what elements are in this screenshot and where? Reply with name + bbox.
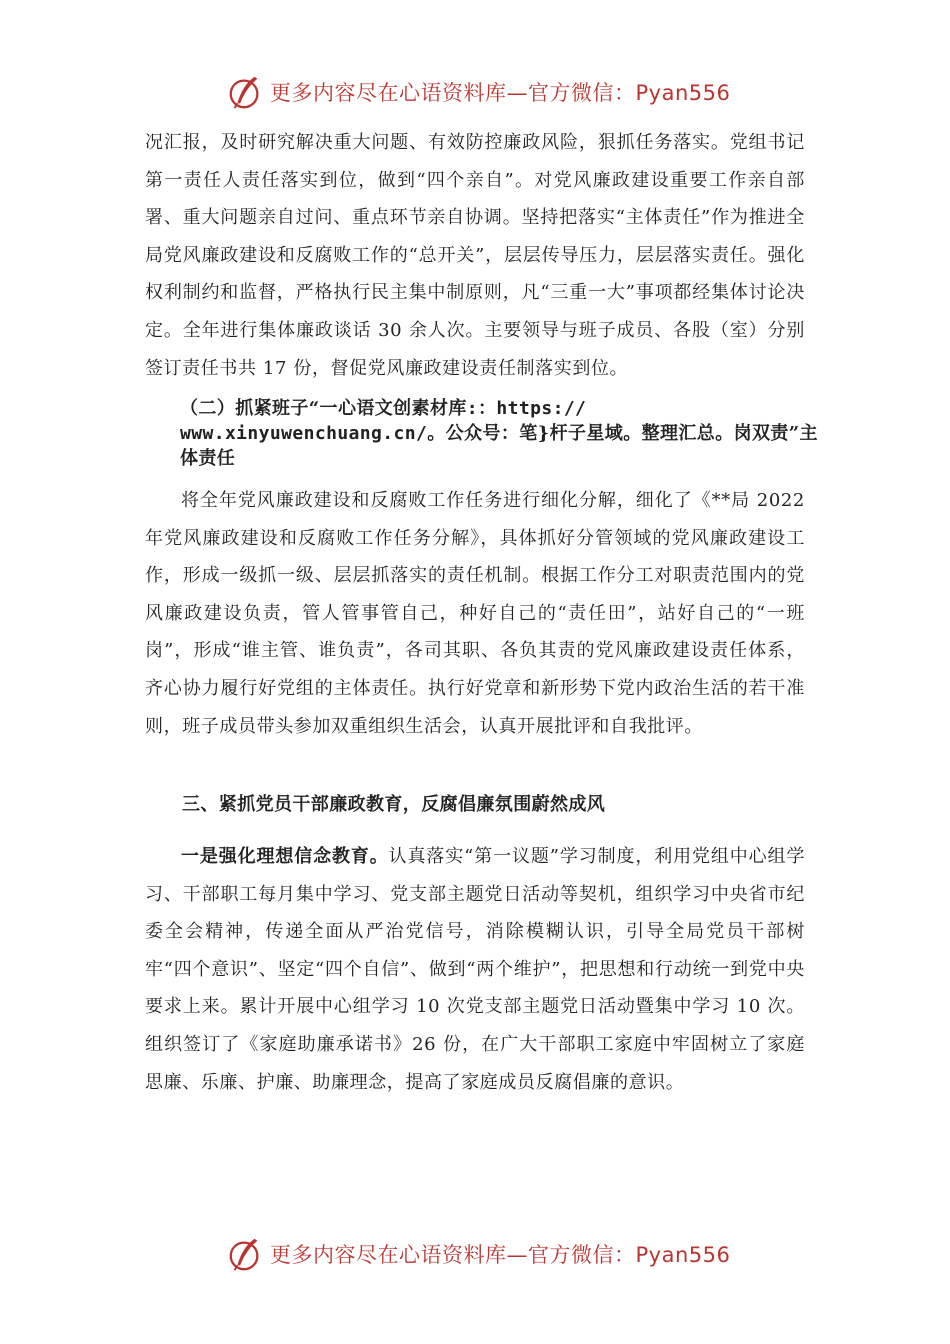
heading-url: www.xinyuwenchuang.cn/ [180, 423, 428, 444]
footer-banner [0, 1234, 950, 1274]
banner-content [226, 72, 730, 112]
paragraph-responsibility: 况汇报，及时研究解决重大问题、有效防控廉政风险，狠抓任务落实。党组书记第一责任人责任落实到位，做到“四个亲自”。对党风廉政建设重要工作亲自部署、重大问题亲自过问、重点环节亲自协调。坚持把落实“主体责任”作为推进全局党风廉政建设和反腐败工作的“总开关”，层层传导压力，层层落实责任。强化权利制约和监督，严格执行民主集中制原则，凡“三重一大”事项都经集体讨论决定。全年进行集体廉政谈话 30 余人次。主要领导与班子成员、各股（室）分别签订责任书共 17 份，督促党风廉政建设责任制落实到位。 [145, 132, 805, 379]
section-heading-two-duty [180, 396, 820, 471]
header-banner [0, 72, 950, 112]
banner-text: 更多内容尽在心语资料库—官方微信：Pyan556 [270, 81, 731, 105]
paragraph-education [145, 838, 805, 1101]
banner-content [226, 1234, 730, 1274]
heading-url-prefix: :：https:// [466, 398, 587, 419]
paragraph-body: 认真落实“第一议题”学习制度，利用党组中心组学习、干部职工每月集中学习、党支部主题党日活动等契机，组织学习中央省市纪委全会精神，传递全面从严治党信号，消除模糊认识，引导全局党员干部树牢“四个意识”、坚定“四个自信”、做到“两个维护”，把思想和行动统一到党中央要求上来。累计开展中心组学习 10 次党支部主题党日活动暨集中学习 10 次。组织签订了《家庭助廉承诺书》26 份，在广大干部职工家庭中牢固树立了家庭思廉、乐廉、护廉、助廉理念，提高了家庭成员反腐倡廉的意识。 [145, 846, 805, 1093]
quill-logo-icon [226, 1235, 264, 1273]
banner-text: 更多内容尽在心语资料库—官方微信：Pyan556 [270, 1243, 731, 1267]
paragraph-task-breakdown: 将全年党风廉政建设和反腐败工作任务进行细化分解，细化了《**局 2022 年党风廉政建设和反腐败工作任务分解》，具体抓好分管领域的党风廉政建设工作，形成一级抓一级、层层抓落实的责任机制。根据工作分工对职责范围内的党风廉政建设负责，管人管事管自己，种好自己的“责任田”，站好自己的“一班岗”，形成“谁主管、谁负责”，各司其职、各负其责的党风廉政建设责任体系，齐心协力履行好党组的主体责任。执行好党章和新形势下党内政治生活的若干准则，班子成员带头参加双重组织生活会，认真开展批评和自我批评。 [145, 490, 805, 737]
paragraph-lead: 一是强化理想信念教育。 [181, 846, 389, 867]
section-heading-three: 三、紧抓党员干部廉政教育，反腐倡廉氛围蔚然成风 [182, 794, 606, 815]
heading-part: （二）抓紧班子“一心语文创素材库 [180, 398, 467, 419]
heading-part: 。公众号：笔}杆子星域。整理汇总。岗双责”主体责任 [180, 423, 818, 469]
quill-logo-icon [226, 73, 264, 111]
